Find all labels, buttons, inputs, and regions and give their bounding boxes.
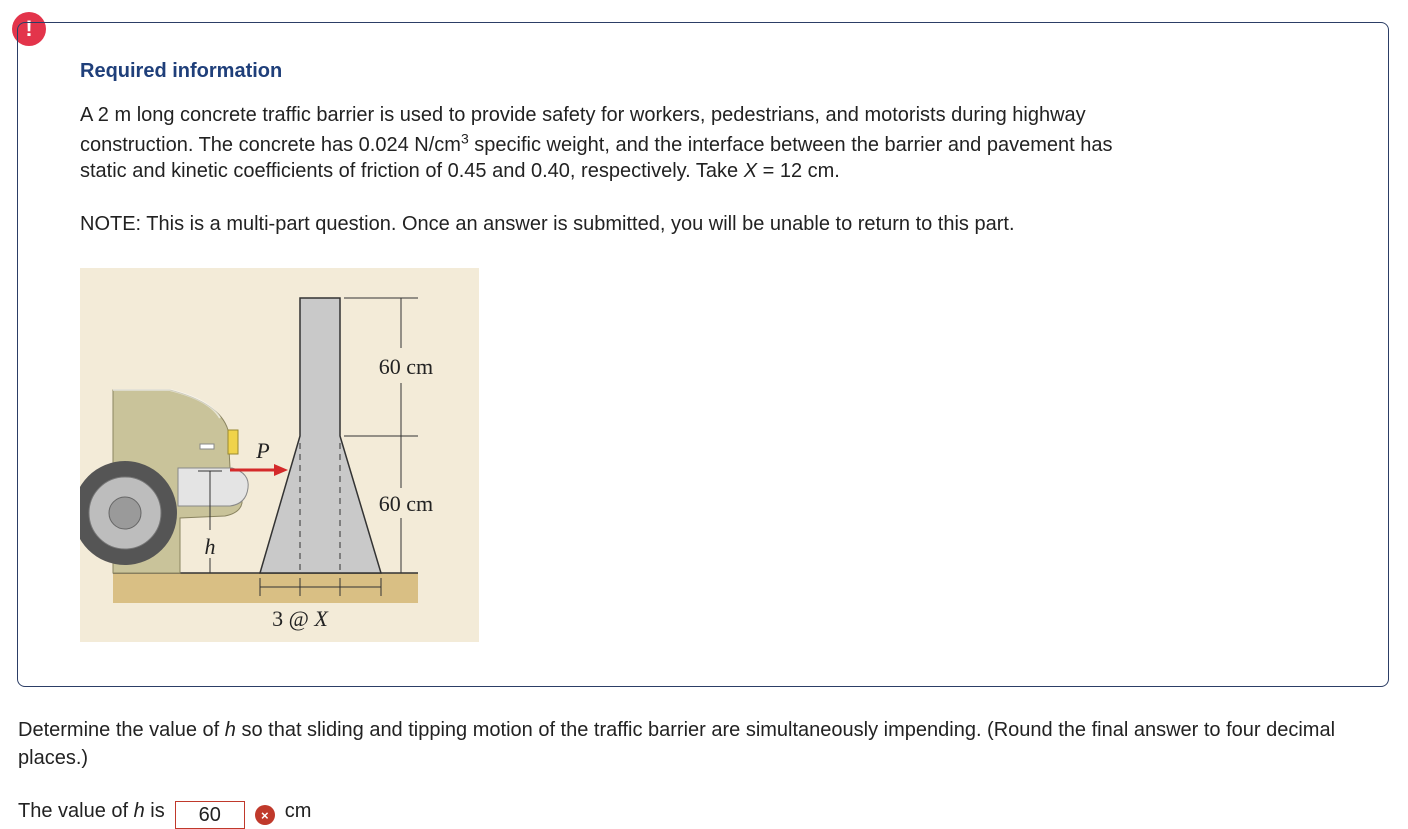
question-prompt [18,716,1388,772]
force-label: P [256,438,270,463]
answer-row [18,800,311,829]
dim-label-bottom: 60 cm [378,491,434,516]
car-marker [200,444,214,449]
answer-var-h: h [133,800,145,822]
barrier-figure [80,268,479,642]
answer-prefix: The value of [18,800,134,822]
car-headlight [228,430,238,454]
answer-is: is [144,800,165,822]
required-info-title: Required information [80,60,283,82]
cubic-superscript: 3 [460,130,469,147]
incorrect-icon: × [255,805,275,825]
var-x: X [743,160,758,182]
force-arrow-head [274,464,288,476]
multipart-note: NOTE: This is a multi-part question. Once an answer is submitted, you will be unable to return to this part. [80,213,1015,235]
spacing-var: X [314,606,328,631]
problem-line-2a: construction. The concrete has 0.024 N/cm [80,134,461,156]
question-text-before: Determine the value of [18,719,225,741]
ground [113,573,418,603]
h-label: h [204,534,216,559]
answer-label [18,800,165,823]
problem-line-3a: static and kinetic coefficients of friction of 0.45 and 0.40, respectively. Take [80,160,744,182]
problem-line-2b: specific weight, and the interface between the barrier and pavement has [474,134,1113,156]
question-text-after: so that sliding and tipping motion of the traffic barrier are simultaneously impending. (Round the final answer to four decimal places.) [18,719,1336,769]
barrier-diagram [80,268,479,642]
question-var-h: h [224,719,236,741]
answer-unit: cm [284,800,312,822]
spacing-prefix: 3 @ [272,606,315,631]
alert-icon: ! [12,12,46,46]
problem-line-3b: = 12 cm. [757,160,840,182]
spacing-label [272,606,329,631]
problem-line-1: A 2 m long concrete traffic barrier is used to provide safety for workers, pedestrians, and motorists during highway [80,104,1086,126]
dim-label-top: 60 cm [378,354,434,379]
car-bumper [178,468,248,506]
answer-input[interactable] [175,801,245,829]
problem-statement [80,100,1330,186]
problem-line-3 [80,156,1330,186]
